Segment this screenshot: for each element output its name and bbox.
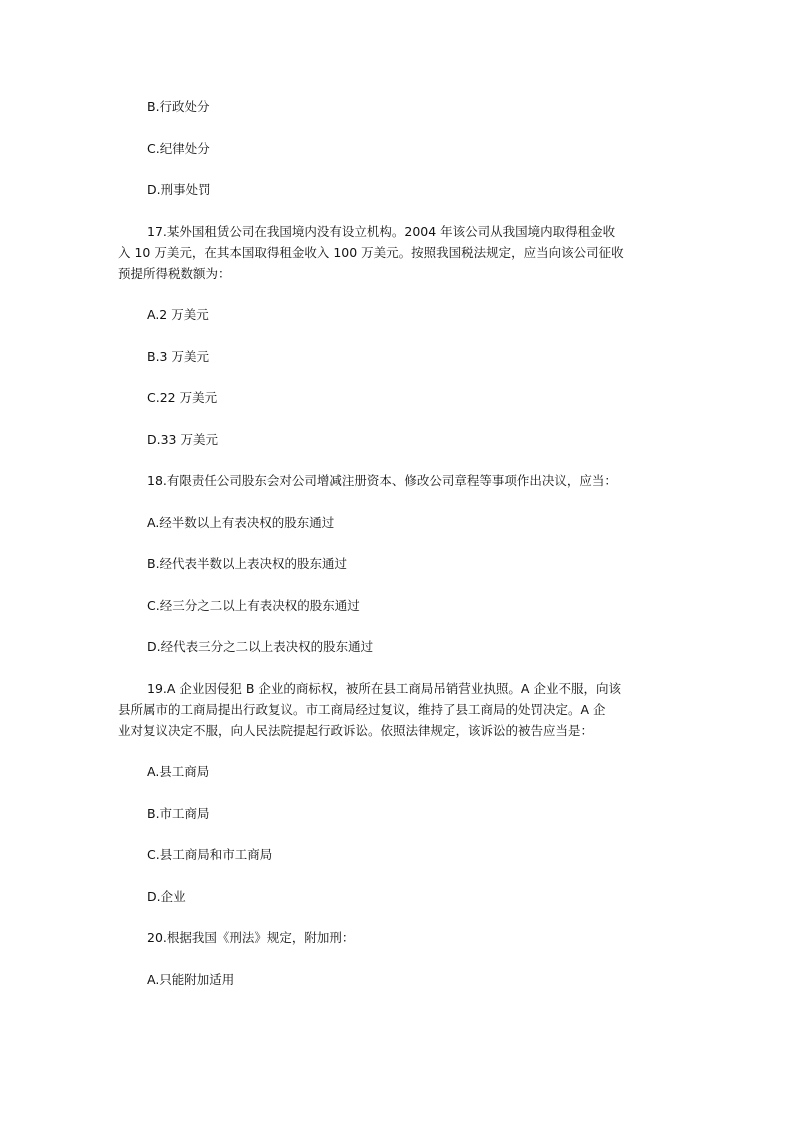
answer-option: B.3 万美元	[147, 348, 209, 364]
answer-option: A.经半数以上有表决权的股东通过	[147, 514, 335, 530]
answer-option: A.2 万美元	[147, 307, 209, 322]
answer-option: D.刑事处罚	[147, 182, 211, 197]
question-line: 入 10 万美元，在其本国取得租金收入 100 万美元。按照我国税法规定，应当向该公司征收	[118, 244, 624, 260]
question-paragraph	[118, 678, 678, 741]
question-line: 18.有限责任公司股东会对公司增减注册资本、修改公司章程等事项作出决议，应当：	[147, 473, 617, 488]
answer-option: A.只能附加适用	[147, 971, 235, 987]
question-line: 19.A 企业因侵犯 B 企业的商标权，被所在县工商局吊销营业执照。A 企业不服，向该	[147, 680, 621, 696]
answer-option: C.经三分之二以上有表决权的股东通过	[147, 597, 360, 613]
question-line: 17.某外国租赁公司在我国境内没有设立机构。2004 年该公司从我国境内取得租金收	[147, 223, 616, 239]
answer-option: D.企业	[147, 888, 186, 904]
question-line: 业对复议决定不服，向人民法院提起行政诉讼。依照法律规定，该诉讼的被告应当是：	[118, 722, 594, 738]
answer-option: C.22 万美元	[147, 390, 218, 405]
question-line: 县所属市的工商局提出行政复议。市工商局经过复议，维持了县工商局的处罚决定。A 企	[118, 701, 606, 717]
answer-option: A.县工商局	[147, 764, 210, 779]
answer-option: B.市工商局	[147, 805, 210, 821]
answer-option: D.33 万美元	[147, 431, 218, 447]
question-paragraph	[118, 927, 678, 948]
answer-option: B.行政处分	[147, 99, 210, 114]
document-page	[118, 96, 678, 1010]
question-paragraph	[118, 221, 678, 284]
question-line: 20.根据我国《刑法》规定，附加刑：	[147, 930, 355, 945]
answer-option: C.县工商局和市工商局	[147, 847, 273, 862]
answer-option: D.经代表三分之二以上表决权的股东通过	[147, 639, 374, 654]
question-line: 预提所得税数额为：	[118, 265, 231, 281]
question-paragraph	[118, 470, 678, 491]
answer-option: B.经代表半数以上表决权的股东通过	[147, 556, 348, 571]
answer-option: C.纪律处分	[147, 140, 210, 156]
